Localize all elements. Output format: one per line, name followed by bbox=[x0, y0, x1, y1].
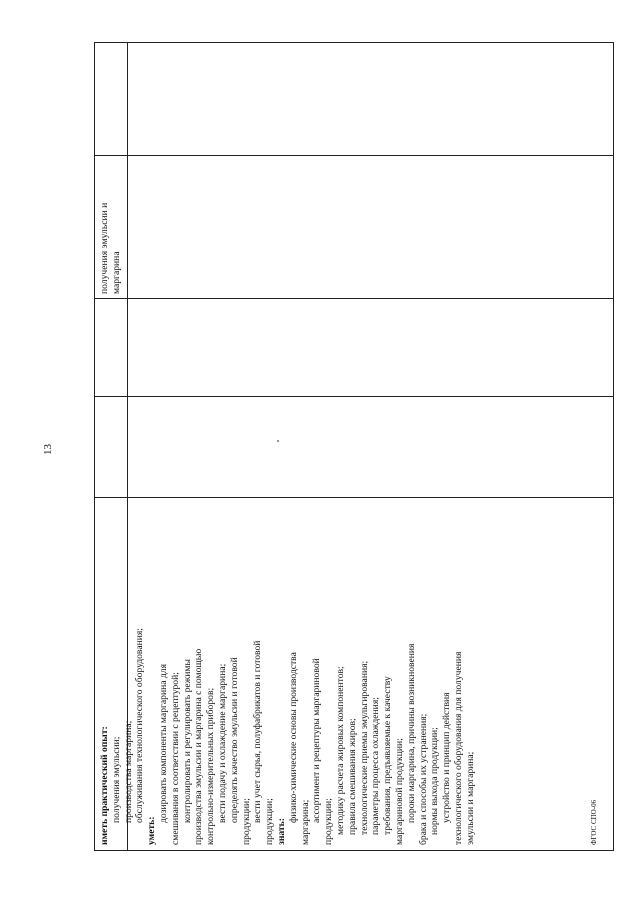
text-line: правила смешивания жиров; bbox=[346, 718, 358, 835]
text-line: физико-химические основы производства bbox=[287, 652, 299, 823]
text-line: ассортимент и рецептуры маргариновой bbox=[311, 658, 323, 823]
text-line: обслуживания технологического оборудования; bbox=[134, 628, 146, 823]
text-line: продукции; bbox=[323, 798, 335, 845]
cell-column-1 bbox=[99, 628, 477, 845]
text-line: эмульсии и маргарина; bbox=[464, 751, 476, 845]
text-line: контрольно-измерительных приборов; bbox=[205, 687, 217, 845]
text-line: нормы выхода продукции; bbox=[429, 727, 441, 835]
text-line: продукции; bbox=[264, 798, 276, 845]
text-line: смешивания в соответствии с рецептурой; bbox=[169, 672, 181, 845]
text-line: вести учет сырья, полуфабрикатов и готовой bbox=[252, 640, 264, 823]
text-line: дозировать компоненты маргарина для bbox=[157, 664, 169, 823]
scan-speck bbox=[277, 440, 279, 442]
table-border-bottom bbox=[94, 850, 614, 851]
column-divider-3 bbox=[94, 396, 614, 397]
text-line: маргарина; bbox=[299, 799, 311, 845]
table-border-top bbox=[94, 42, 614, 43]
text-line: устройство и принцип действия bbox=[441, 692, 453, 823]
text-line: знать: bbox=[275, 818, 287, 845]
text-line: получения эмульсии; bbox=[110, 736, 122, 823]
text-line: методику расчета жировых компонентов; bbox=[334, 666, 346, 835]
text-line: пороки маргарина, причины возникновения bbox=[405, 643, 417, 823]
text-line: получения эмульсии и bbox=[99, 202, 110, 294]
text-line: параметры процесса охлаждения; bbox=[370, 697, 382, 835]
column-divider-2 bbox=[94, 298, 614, 299]
text-line: контролировать и регулировать режимы bbox=[181, 659, 193, 823]
text-line: технологические приемы эмульгирования; bbox=[358, 660, 370, 835]
text-line: иметь практический опыт: bbox=[99, 726, 110, 845]
text-line: производства эмульсии и маргарина с помощью bbox=[193, 648, 205, 845]
table-border-right bbox=[613, 42, 614, 851]
cell-column-4 bbox=[99, 203, 123, 294]
text-line: брака и способы их устранения; bbox=[417, 713, 429, 845]
column-divider-4 bbox=[94, 497, 614, 498]
text-line: определять качество эмульсии и готовой bbox=[228, 657, 240, 823]
text-line: продукции; bbox=[240, 798, 252, 845]
text-line: технологического оборудования для получения bbox=[452, 651, 464, 845]
text-line: маргарина bbox=[110, 251, 122, 294]
text-line: требования, предъявляемые к качеству bbox=[382, 676, 394, 835]
text-line: уметь: bbox=[146, 816, 158, 845]
text-line: производства маргарина; bbox=[122, 720, 134, 823]
column-divider-1 bbox=[94, 155, 614, 156]
footer-code: ФГОС СПО-06 bbox=[590, 799, 598, 845]
page-number: 13 bbox=[42, 444, 54, 455]
table-border-left bbox=[94, 42, 95, 851]
text-line: вести подачу и охлаждение маргарина; bbox=[216, 663, 228, 823]
text-line: маргариновой продукции; bbox=[393, 738, 405, 845]
